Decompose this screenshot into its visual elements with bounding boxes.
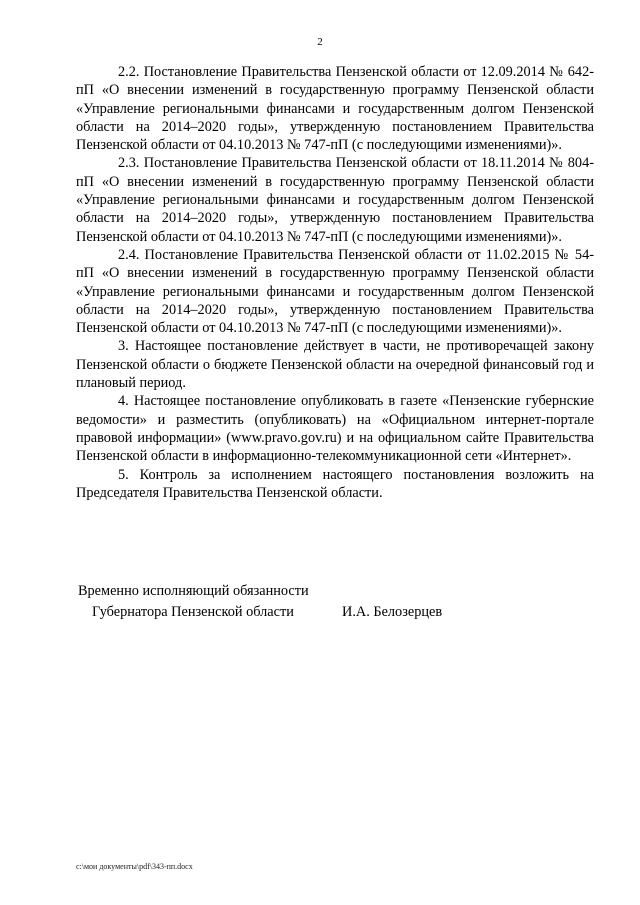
- signatory-name: И.А. Белозерцев: [342, 604, 443, 620]
- footer-file-path: c:\мои документы\pdf\343-пп.docx: [76, 862, 193, 871]
- paragraph-2-3: 2.3. Постановление Правительства Пензенской области от 18.11.2014 № 804-пП «О внесении изменений в государственную программу Пензенской области «Управление региональными финансами и государственным долгом Пензенской области на 2014–2020 годы», утвержденную постановлением Правительства Пензенской области от 04.10.2013 № 747-пП (с последующими изменениями)».: [76, 155, 594, 245]
- document-body: [76, 63, 594, 502]
- signature-block: [78, 581, 598, 623]
- signatory-role-line-1: Временно исполняющий обязанности: [78, 583, 309, 599]
- signatory-role-line-2: Губернатора Пензенской области: [92, 604, 294, 620]
- paragraph-2-2: 2.2. Постановление Правительства Пензенской области от 12.09.2014 № 642-пП «О внесении изменений в государственную программу Пензенской области «Управление региональными финансами и государственным долгом Пензенской области на 2014–2020 годы», утвержденную постановлением Правительства Пензенской области от 04.10.2013 № 747-пП (с последующими изменениями)».: [76, 64, 594, 154]
- paragraph-5: 5. Контроль за исполнением настоящего постановления возложить на Председателя Правительства Пензенской области.: [76, 466, 594, 501]
- paragraph-2-4: 2.4. Постановление Правительства Пензенской области от 11.02.2015 № 54-пП «О внесении изменений в государственную программу Пензенской области «Управление региональными финансами и государственным долгом Пензенской области на 2014–2020 годы», утвержденную постановлением Правительства Пензенской области от 04.10.2013 № 747-пП (с последующими изменениями)».: [76, 246, 594, 337]
- paragraph-3: 3. Настоящее постановление действует в части, не противоречащей закону Пензенской области о бюджете Пензенской области на очередной финансовый год и плановый период.: [76, 338, 594, 392]
- paragraph-4: 4. Настоящее постановление опубликовать в газете «Пензенские губернские ведомости» и разместить (опубликовать) на «Официальном интернет-портале правовой информации» (www.pravo.gov.ru) и на официальном сайте Правительства Пензенской области в информационно-телекоммуникационной сети «Интернет».: [76, 393, 594, 465]
- page-number: 2: [317, 36, 323, 48]
